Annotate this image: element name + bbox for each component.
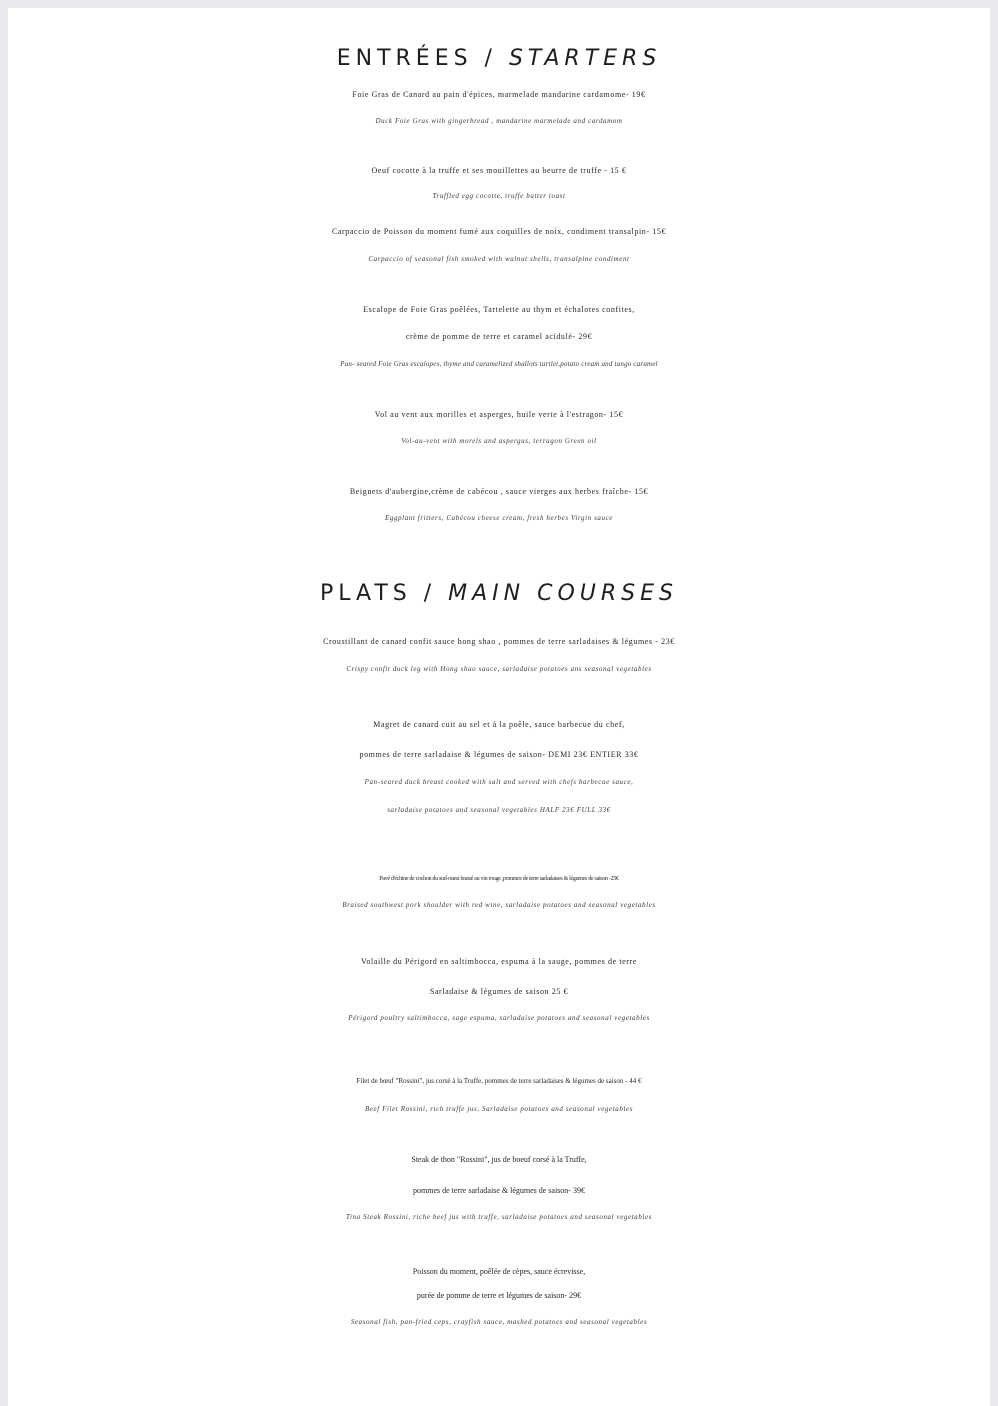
main-7-fr-1: Poisson du moment, poêlée de cèpes, sauce écrevisse, xyxy=(412,1267,586,1276)
starter-5-fr: Vol au vent aux morilles et asperges, huile verte à l'estragon- 15€ xyxy=(374,410,624,419)
starters-heading-fr: ENTRÉES / xyxy=(336,46,509,71)
main-2-fr-2: pommes de terre sarladaise & légumes de saison- DEMI 23€ ENTIER 33€ xyxy=(359,750,639,759)
mains-heading xyxy=(8,581,990,606)
main-6-fr-2: pommes de terre sarladaise & légumes de saison- 39€ xyxy=(413,1186,585,1195)
starter-4-fr-2: crème de pomme de terre et caramel acidulé- 29€ xyxy=(405,332,593,341)
starter-4-fr-1: Escalope de Foie Gras poêlées, Tartelette au thym et échalotes confites, xyxy=(363,305,635,314)
main-3-en: Braised southwest pork shoulder with red wine, sarladaise potatoes and seasonal vegetables xyxy=(342,901,656,909)
mains-heading-fr: PLATS / xyxy=(319,581,449,606)
mains-heading-en: MAIN COURSES xyxy=(448,581,679,606)
main-6-en: Tina Steak Rossini, riche beef jus with truffe, sarladaise potatoes and seasonal vegetables xyxy=(345,1213,653,1221)
main-4-en: Périgord poultry saltimbocca, sage espuma, sarladaise potatoes and seasonal vegetables xyxy=(348,1014,650,1022)
main-5-fr: Filet de bœuf "Rossini", jus corsé à la Truffe, pommes de terre sarladaises & légumes de saison - 44 € xyxy=(356,1077,642,1085)
starter-1-en: Duck Foie Gras with gingerbread , mandarine marmelade and cardamom xyxy=(375,117,623,125)
main-2-en-1: Pan-seared duck breast cooked with salt and served with chefs barbecue sauce, xyxy=(364,778,634,786)
starters-heading-en: STARTERS xyxy=(508,46,662,71)
starter-2-en: Truffled egg cocotte, truffe butter toast xyxy=(432,192,566,200)
starter-6-en: Eggplant fritters, Cabécou cheese cream, fresh herbes Virgin sauce xyxy=(384,514,614,522)
starter-6-fr: Beignets d'aubergine,crème de cabécou , sauce vierges aux herbes fraîche- 15€ xyxy=(349,487,649,496)
starters-heading xyxy=(8,46,990,71)
main-7-fr-2: purée de pomme de terre et légumes de saison- 29€ xyxy=(416,1291,582,1300)
starter-3-fr: Carpaccio de Poisson du moment fumé aux coquilles de noix, condiment transalpin- 15€ xyxy=(331,227,667,236)
starter-2-fr: Oeuf cocotte à la truffe et ses mouillettes au beurre de truffe - 15 € xyxy=(371,166,627,175)
starter-3-en: Carpaccio of seasonal fish smoked with walnut shells, transalpine condiment xyxy=(368,255,630,263)
main-1-en: Crispy confit duck leg with Hong shao sauce, sarladaise potatoes ans seasonal vegetables xyxy=(346,665,652,673)
starter-5-en: Vol-au-vent with morels and aspergus, terragon Green oil xyxy=(401,437,597,445)
main-5-en: Beef Filet Rossini, rich truffe jus, Sarladaise potatoes and seasonal vegetables xyxy=(364,1105,634,1113)
main-4-fr-1: Volaille du Périgord en saltimbocca, espuma à la sauge, pommes de terre xyxy=(361,957,637,966)
menu-page xyxy=(8,8,990,1406)
starter-1-fr: Foie Gras de Canard au pain d'épices, marmelade mandarine cardamome- 19€ xyxy=(352,90,646,99)
main-6-fr-1: Steak de thon "Rossini", jus de boeuf corsé à la Truffe, xyxy=(411,1155,587,1164)
main-1-fr: Croustillant de canard confit sauce hong shao , pommes de terre sarladaises & légumes - 23€ xyxy=(323,637,675,646)
main-2-en-2: sarladaise potatoes and seasonal vegetables HALF 23€ FULL 33€ xyxy=(387,806,611,814)
main-3-fr: Pavé d'échine de cochon du sud-ouest braisé au vin rouge ,pommes de terre sarladaises & légumes de saison -25€ xyxy=(379,876,619,882)
main-7-en: Seasonal fish, pan-fried ceps, crayfish sauce, mashed potatoes and seasonal vegetables xyxy=(350,1318,648,1326)
main-4-fr-2: Sarladaise & légumes de saison 25 € xyxy=(429,987,569,996)
starter-4-en: Pan- seared Foie Gras escalopes, thyme and caramelized shallots tartlet,potato cream and tango caramel xyxy=(340,360,658,368)
main-2-fr-1: Magret de canard cuit au sel et à la poêle, sauce barbecue du chef, xyxy=(373,720,625,729)
